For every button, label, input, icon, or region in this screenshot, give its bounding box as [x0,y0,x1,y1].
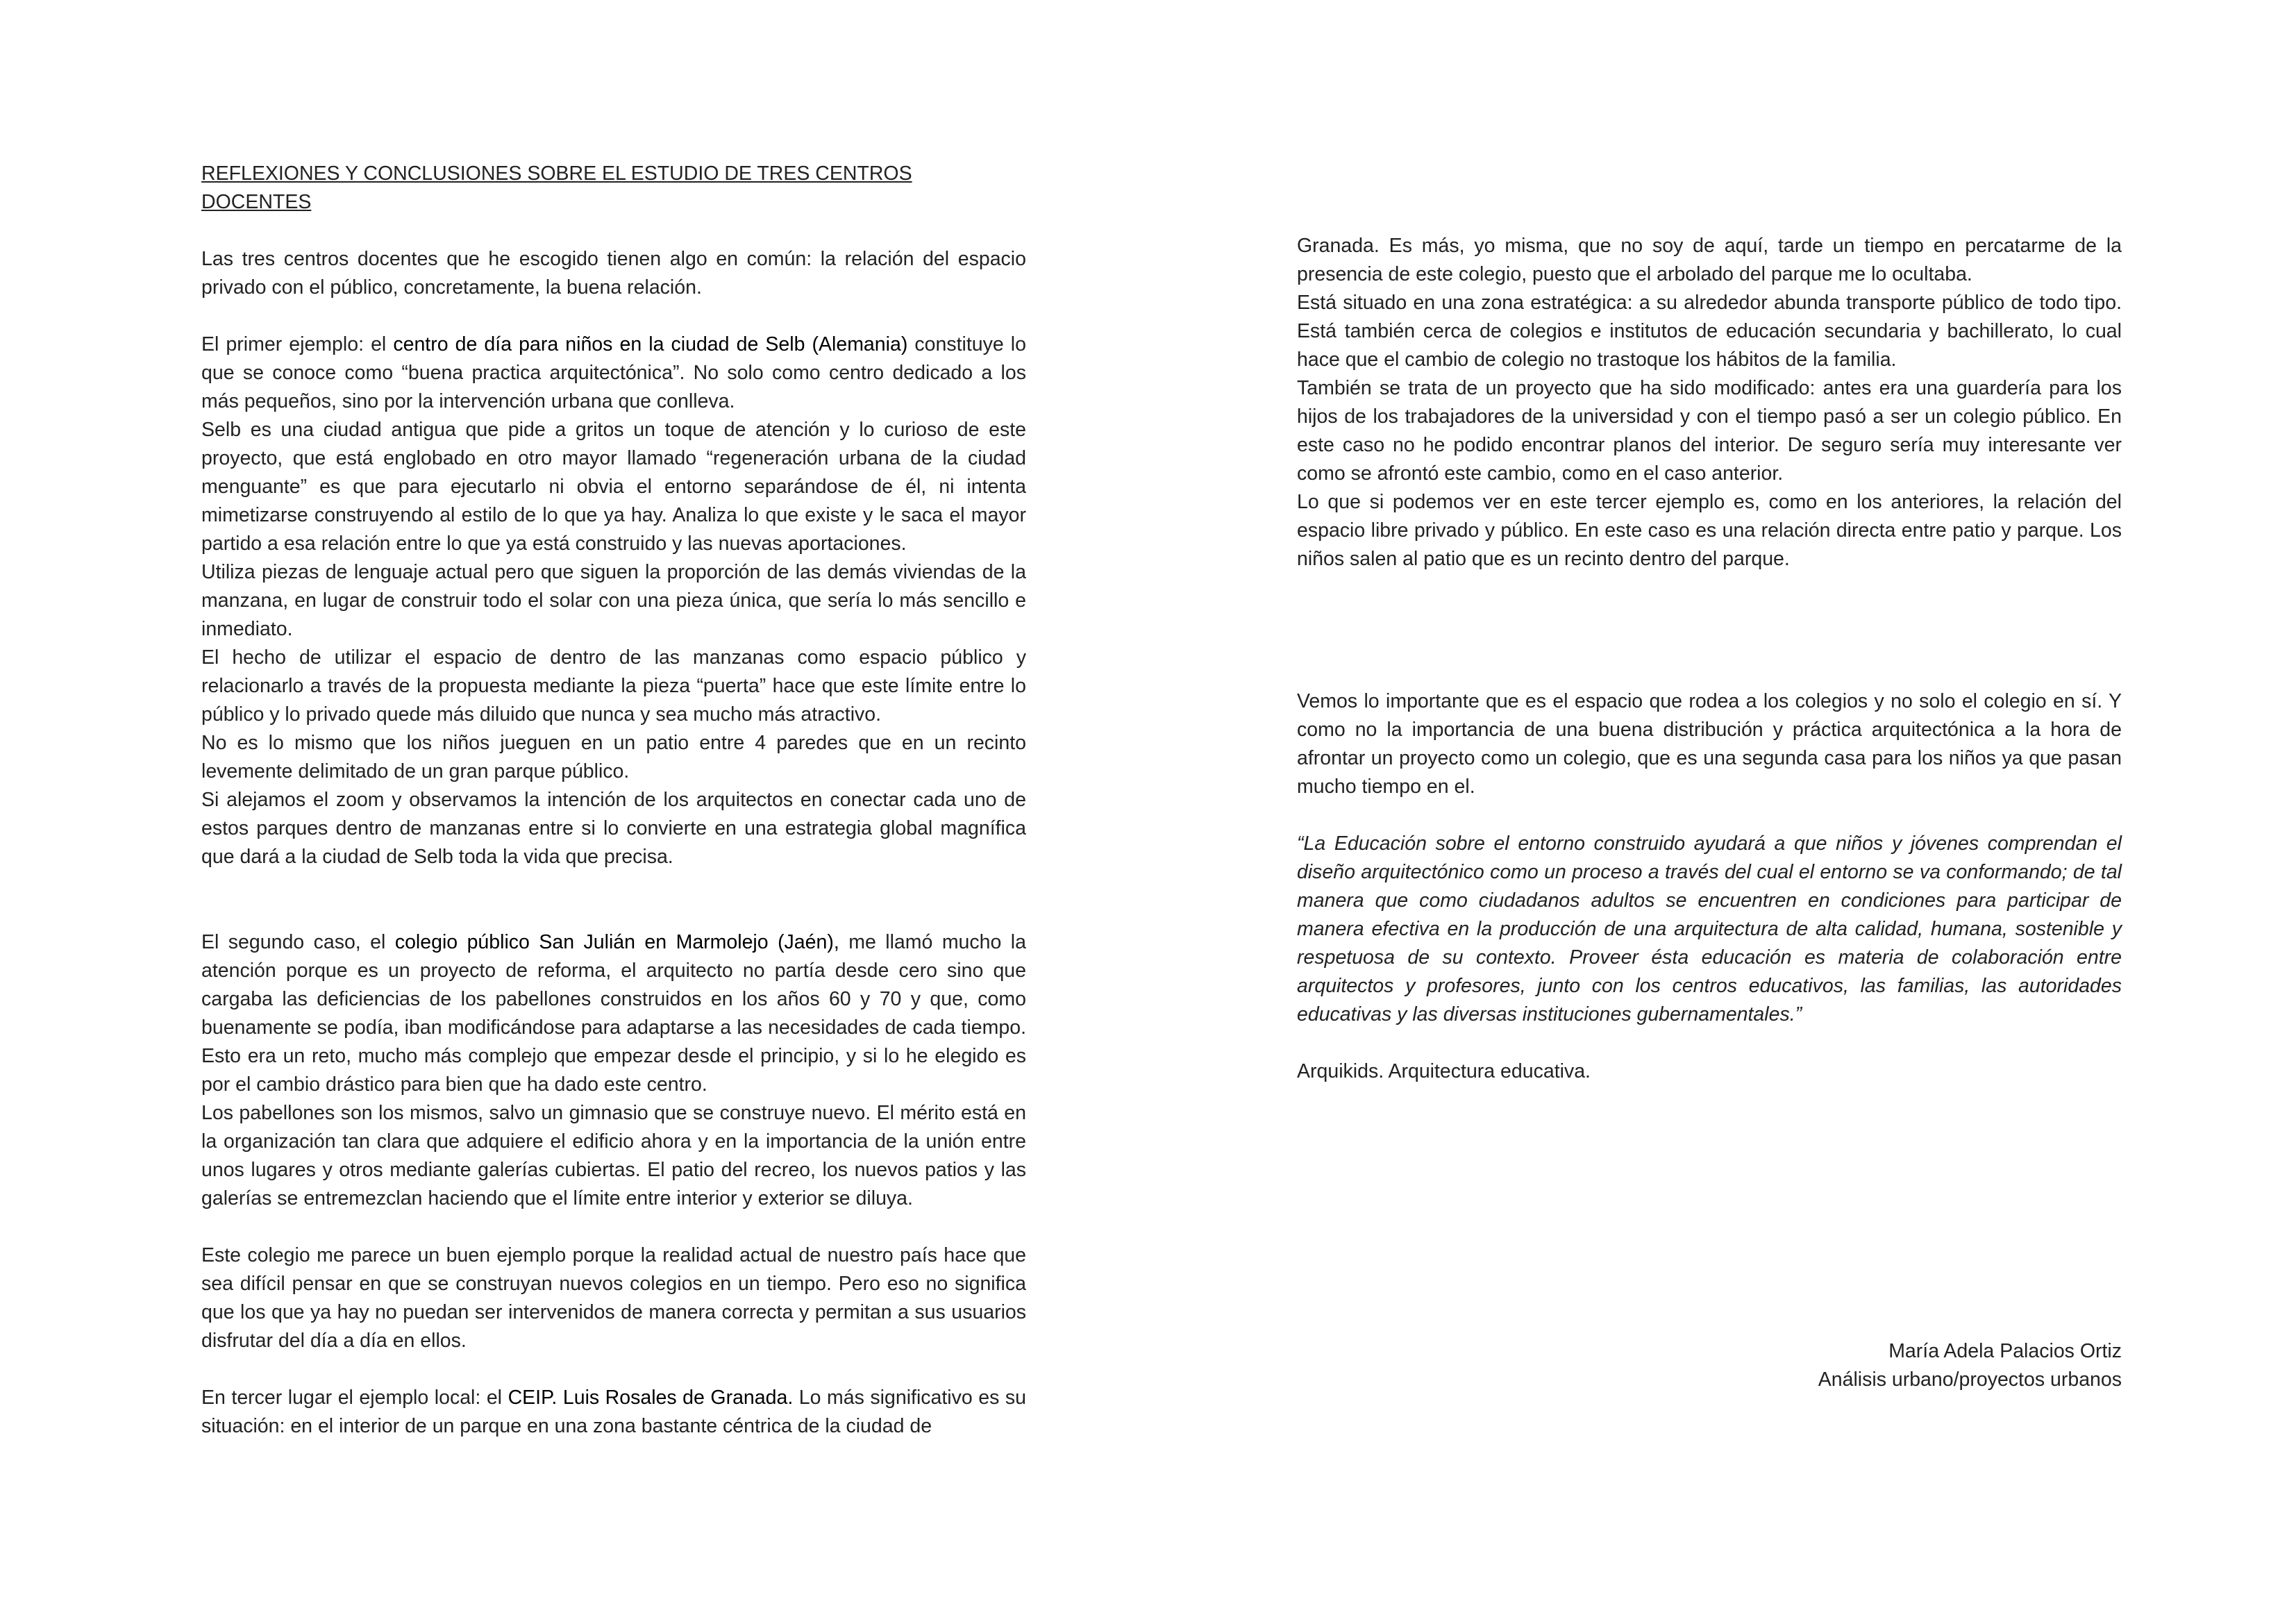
granada-relation-paragraph: Lo que si podemos ver en este tercer ejemplo es, como en los anteriores, la relación del espacio libre privado y público. En este caso es una relación directa entre patio y parque. Los niños salen al patio que es un recinto dentro del parque. [1297,491,2122,570]
selb-rest: constituye lo que se conoce como “buena practica arquitectónica”. No solo como centro dedicado a los más pequeños, sino por la intervención urbana que conlleva. [201,333,1026,412]
right-column [1297,232,2122,1086]
author-name: María Adela Palacios Ortiz [1888,1340,2122,1362]
course-name: Análisis urbano/proyectos urbanos [1818,1368,2122,1391]
granada-lead: En tercer lugar el ejemplo local: el [201,1387,508,1409]
marmolejo-paragraph [201,928,1026,1099]
selb-patio-paragraph: No es lo mismo que los niños jueguen en un patio entre 4 paredes que en un recinto levemente delimitado de un gran parque público. [201,732,1026,782]
granada-highlight: CEIP. Luis Rosales de Granada. [508,1387,794,1409]
granada-paragraph [201,1384,1026,1441]
signature-block [1666,1337,2122,1394]
selb-public-space-paragraph: El hecho de utilizar el espacio de dentro de las manzanas como espacio público y relacionarlo a través de la propuesta mediante la pieza “puerta” hace que este límite entre lo público y lo privado quede más diluido que nunca y sea mucho más atractivo. [201,646,1026,726]
intro-paragraph: Las tres centros docentes que he escogido tienen algo en común: la relación del espacio privado con el público, concretamente, la buena relación. [201,248,1026,299]
granada-continued-paragraph: Granada. Es más, yo misma, que no soy de aquí, tarde un tiempo en percatarme de la presencia de este colegio, puesto que el arbolado del parque me lo ocultaba. [1297,235,2122,285]
marmolejo-lead: El segundo caso, el [201,931,395,953]
selb-paragraph [201,330,1026,416]
left-column [201,160,1026,1441]
marmolejo-highlight: colegio público San Julián en Marmolejo (Jaén), [394,931,839,953]
selb-highlight: centro de día para niños en la ciudad de Selb (Alemania) [393,333,908,355]
quote-paragraph: “La Educación sobre el entorno construido ayudará a que niños y jóvenes comprendan el diseño arquitectónico como un proceso a través del cual el entorno se va conformando; de tal manera que como ciudadanos adultos se encuentren en condiciones para participar de manera efectiva en la producción de una arquitectura de alta calidad, humana, sostenible y respetuosa de su contexto. Proveer ésta educación es materia de colaboración entre arquitectos y profesores, junto con los centros educativos, las familias, las autoridades educativas y las diversas instituciones gubernamentales.” [1297,832,2122,1026]
selb-city-paragraph: Selb es una ciudad antigua que pide a gritos un toque de atención y lo curioso de este proyecto, que está englobado en otro mayor llamado “regeneración urbana de la ciudad menguante” es que para ejecutarlo ni obvia el entorno separándose de él, ni intenta mimetizarse construyendo al estilo de lo que ya hay. Analiza lo que existe y le saca el mayor partido a esa relación entre lo que ya está construido y las nuevas aportaciones. [201,419,1026,555]
granada-location-paragraph: Está situado en una zona estratégica: a su alrededor abunda transporte público de todo tipo. Está también cerca de colegios e institutos de educación secundaria y bachillerato, lo cual hace que el cambio de colegio no trastoque los hábitos de la familia. [1297,292,2122,371]
marmolejo-example-paragraph: Este colegio me parece un buen ejemplo porque la realidad actual de nuestro país hace que sea difícil pensar en que se construyan nuevos colegios en un tiempo. Pero eso no significa que los que ya hay no puedan ser intervenidos de manera correcta y permitan a sus usuarios disfrutar del día a día en ellos. [201,1244,1026,1352]
marmolejo-pavilions-paragraph: Los pabellones son los mismos, salvo un gimnasio que se construye nuevo. El mérito está en la organización tan clara que adquiere el edificio ahora y en la importancia de la unión entre unos lugares y otros mediante galerías cubiertas. El patio del recreo, los nuevos patios y las galerías se entremezclan haciendo que el límite entre interior y exterior se diluya. [201,1102,1026,1209]
selb-zoom-paragraph: Si alejamos el zoom y observamos la intención de los arquitectos en conectar cada uno de estos parques dentro de manzanas entre si lo convierte en una estrategia global magnífica que dará a la ciudad de Selb toda la vida que precisa. [201,789,1026,868]
conclusion-paragraph: Vemos lo importante que es el espacio que rodea a los colegios y no solo el colegio en sí. Y como no la importancia de una buena distribución y práctica arquitectónica a la hora de afrontar un proyecto como un colegio, que es una segunda casa para los niños ya que pasan mucho tiempo en el. [1297,690,2122,798]
granada-modified-paragraph: También se trata de un proyecto que ha sido modificado: antes era una guardería para los hijos de los trabajadores de la universidad y con el tiempo pasó a ser un colegio público. En este caso no he podido encontrar planos del interior. De seguro sería muy interesante ver como se afrontó este cambio, como en el caso anterior. [1297,377,2122,485]
quote-source: Arquikids. Arquitectura educativa. [1297,1060,1591,1082]
selb-lead: El primer ejemplo: el [201,333,394,355]
granada-rest: Lo más significativo es su situación: en el interior de un parque en una zona bastante céntrica de la ciudad de [201,1387,1027,1437]
selb-pieces-paragraph: Utiliza piezas de lenguaje actual pero que siguen la proporción de las demás viviendas de la manzana, en lugar de construir todo el solar con una pieza única, que sería lo más sencillo e inmediato. [201,561,1026,640]
marmolejo-rest: me llamó mucho la atención porque es un proyecto de reforma, el arquitecto no partía desde cero sino que cargaba las deficiencias de los pabellones construidos en los años 60 y 70 y que, como buenamente se podía, iban modificándose para adaptarse a las necesidades de cada tiempo. Esto era un reto, mucho más complejo que empezar desde el principio, y si lo he elegido es por el cambio drástico para bien que ha dado este centro. [201,931,1026,1096]
document-title: REFLEXIONES Y CONCLUSIONES SOBRE EL ESTUDIO DE TRES CENTROS DOCENTES [201,162,912,213]
